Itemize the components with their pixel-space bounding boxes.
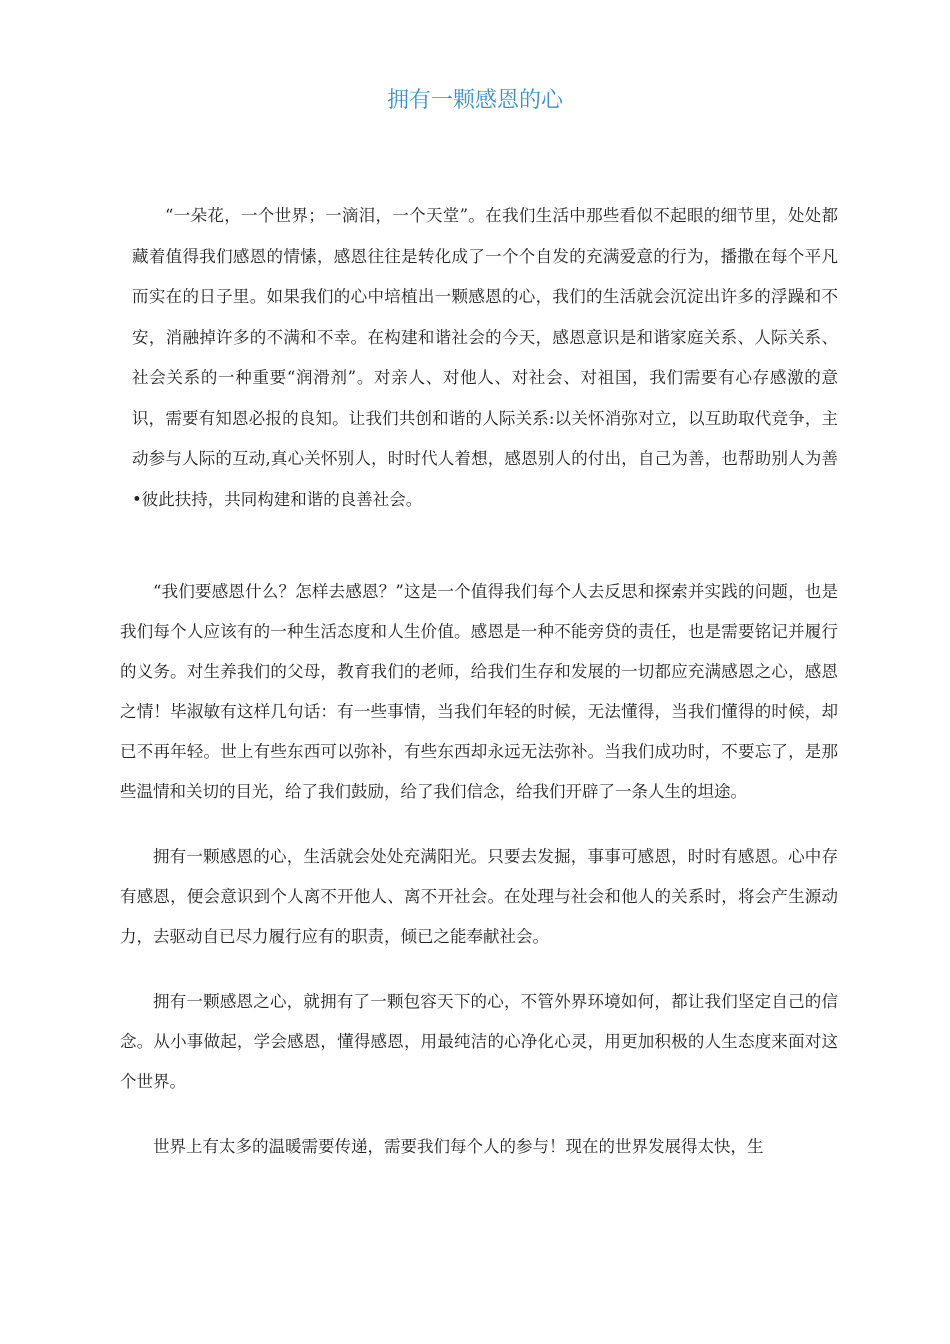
- paragraph-5: 世界上有太多的温暖需要传递，需要我们每个人的参与！现在的世界发展得太快，生: [153, 1137, 764, 1156]
- body-text: [120, 572, 838, 1192]
- document-title: 拥有一颗感恩的心: [386, 88, 563, 113]
- paragraph-3: 拥有一颗感恩的心，生活就会处处充满阳光。只要去发掘，事事可感恩，时时有感恩。心中存有感恩，便会意识到个人离不开他人、离不开社会。在处理与社会和他人的关系时，将会产生源动力，去驱动自已尽力履行应有的职责，倾已之能奉献社会。: [120, 847, 838, 946]
- paragraph-2: “我们要感恩什么？怎样去感恩？”这是一个值得我们每个人去反思和探索并实践的问题，也是我们每个人应该有的一种生活态度和人生价值。感恩是一种不能旁贷的责任，也是需要铭记并履行的义务。对生养我们的父母，教育我们的老师，给我们生存和发展的一切都应充满感恩之心，感恩之情！毕淑敏有这样几句话：有一些事情，当我们年轻的时候，无法懂得，当我们懂得的时候，却已不再年轻。世上有些东西可以弥补，有些东西却永远无法弥补。当我们成功时，不要忘了，是那些温情和关切的目光，给了我们鼓励，给了我们信念，给我们开辟了一条人生的坦途。: [120, 582, 838, 801]
- paragraph-1: “一朵花，一个世界；一滴泪，一个天堂”。在我们生活中那些看似不起眼的细节里，处处都藏着值得我们感恩的情愫，感恩往往是转化成了一个个自发的充满爱意的行为，播撒在每个平凡而实在的日子里。如果我们的心中培植出一颗感恩的心，我们的生活就会沉淀出许多的浮躁和不安，消融掉许多的不满和不幸。在构建和谐社会的今天，感恩意识是和谐家庭关系、人际关系、社会关系的一种重要“润滑剂”。对亲人、对他人、对社会、对祖国，我们需要有心存感激的意识，需要有知恩必报的良知。让我们共创和谐的人际关系:以关怀消弥对立，以互助取代竞争，主动参与人际的互动,真心关怀别人，时时代人着想，感恩别人的付出，自己为善，也帮助别人为善•彼此扶持，共同构建和谐的良善社会。: [132, 206, 838, 509]
- paragraph-4: 拥有一颗感恩之心，就拥有了一颗包容天下的心，不管外界环境如何，都让我们坚定自己的信念。从小事做起，学会感恩，懂得感恩，用最纯洁的心净化心灵，用更加积极的人生态度来面对这个世界。: [120, 992, 838, 1091]
